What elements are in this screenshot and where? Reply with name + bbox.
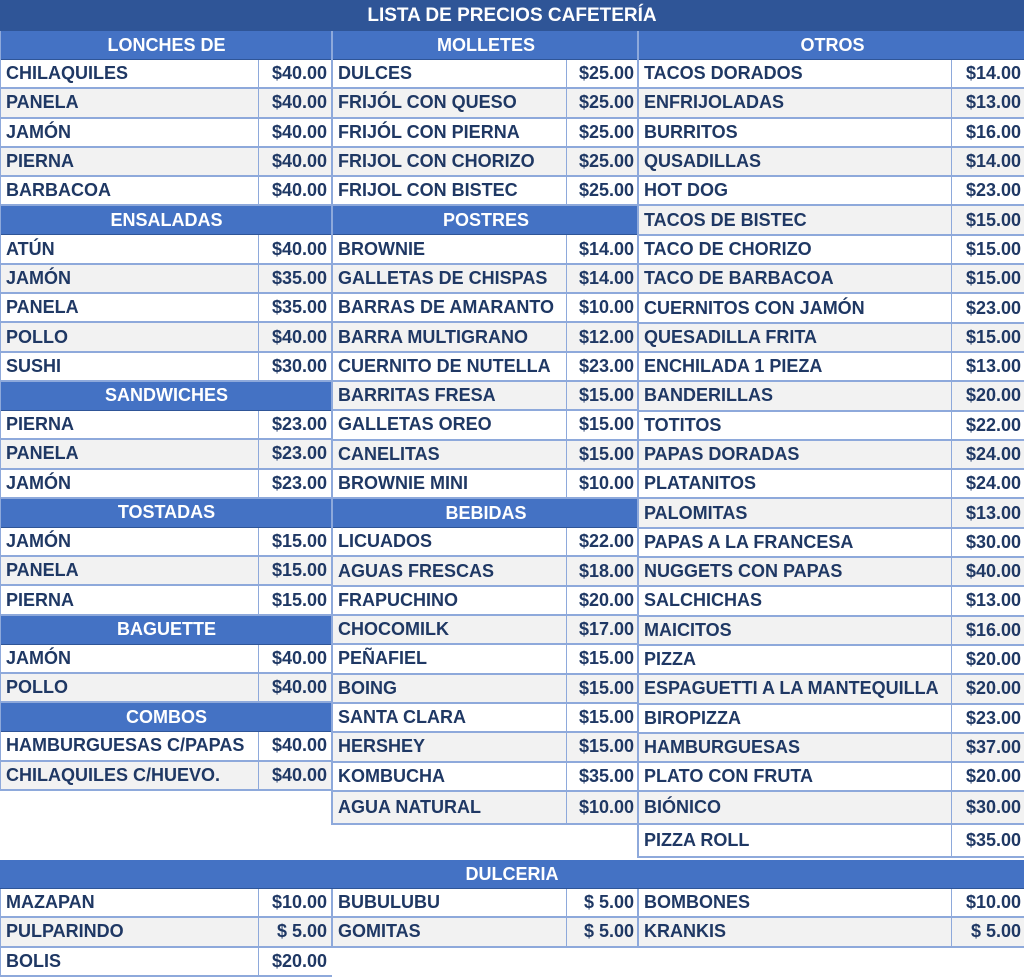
list-item (1, 119, 332, 148)
item-price: $40.00 (258, 60, 332, 87)
list-item (1, 294, 332, 323)
section-header: COMBOS (1, 703, 332, 732)
list-item (333, 470, 639, 499)
item-price: $13.00 (951, 499, 1024, 526)
list-item (1, 148, 332, 177)
list-item (1, 323, 332, 352)
list-item (333, 557, 639, 586)
item-price: $15.00 (258, 586, 332, 613)
list-item (1, 762, 332, 791)
item-name: PULPARINDO (6, 921, 124, 942)
item-price: $13.00 (951, 587, 1024, 614)
item-price: $10.00 (566, 470, 639, 497)
item-name: CHOCOMILK (338, 619, 449, 640)
page-title: LISTA DE PRECIOS CAFETERÍA (0, 0, 1024, 31)
item-name: TACOS DE BISTEC (644, 209, 807, 230)
item-price: $10.00 (951, 889, 1024, 916)
item-name: PIERNA (6, 151, 75, 172)
item-name: KOMBUCHA (338, 765, 445, 786)
item-price: $15.00 (566, 441, 639, 468)
item-price: $14.00 (566, 235, 639, 262)
item-price: $35.00 (951, 825, 1024, 856)
list-item (1, 948, 332, 977)
item-name: PALOMITAS (644, 502, 748, 523)
item-name: QUSADILLAS (644, 151, 761, 172)
item-name: QUESADILLA FRITA (644, 326, 817, 347)
item-price: $35.00 (258, 265, 332, 292)
list-item (333, 235, 639, 264)
item-price: $40.00 (258, 89, 332, 116)
item-price: $24.00 (951, 441, 1024, 468)
item-name: HERSHEY (338, 736, 426, 757)
item-price: $40.00 (258, 323, 332, 350)
section-header: TOSTADAS (1, 499, 332, 528)
item-price: $15.00 (258, 557, 332, 584)
item-name: SALCHICHAS (644, 590, 763, 611)
item-price: $23.00 (566, 353, 639, 380)
section-header: POSTRES (333, 206, 639, 235)
item-price: $25.00 (566, 60, 639, 87)
item-price: $23.00 (951, 177, 1024, 204)
list-item (333, 294, 639, 323)
item-name: BOLIS (6, 950, 62, 971)
item-price: $15.00 (566, 382, 639, 409)
list-item (639, 206, 1024, 235)
list-item (1, 265, 332, 294)
item-price: $22.00 (951, 412, 1024, 439)
list-item (1, 674, 332, 703)
item-name: BIÓNICO (644, 797, 722, 818)
list-item (639, 763, 1024, 792)
list-item (333, 675, 639, 704)
column-3 (637, 31, 1024, 858)
list-item (639, 889, 1024, 918)
item-price: $10.00 (258, 889, 332, 916)
item-price: $10.00 (566, 792, 639, 823)
item-price: $23.00 (258, 470, 332, 497)
item-name: AGUAS FRESCAS (338, 560, 495, 581)
item-price: $20.00 (951, 382, 1024, 409)
item-name: JAMÓN (6, 531, 72, 551)
item-name: FRIJÓL CON QUESO (338, 92, 517, 113)
item-price: $22.00 (566, 528, 639, 555)
list-item (1, 440, 332, 469)
list-item (333, 889, 639, 918)
item-name: PANELA (6, 297, 79, 318)
list-item (639, 646, 1024, 675)
item-name: HOT DOG (644, 180, 728, 201)
item-price: $35.00 (566, 763, 639, 790)
item-name: DULCES (338, 63, 413, 84)
item-name: PANELA (6, 92, 79, 113)
list-item (333, 587, 639, 616)
item-name: CANELITAS (338, 443, 440, 464)
item-price: $40.00 (258, 674, 332, 701)
item-name: CHILAQUILES C/HUEVO. (6, 764, 221, 785)
list-item (1, 528, 332, 557)
list-item (639, 60, 1024, 89)
item-name: ATÚN (6, 238, 55, 259)
item-price: $ 5.00 (566, 889, 639, 916)
item-name: PLATO CON FRUTA (644, 766, 813, 787)
item-name: PAPAS A LA FRANCESA (644, 531, 854, 552)
item-name: PIZZA ROLL (644, 830, 750, 851)
list-item (639, 617, 1024, 646)
item-price: $17.00 (566, 616, 639, 643)
list-item (639, 177, 1024, 206)
list-item (1, 235, 332, 264)
item-price: $ 5.00 (951, 918, 1024, 945)
list-item (639, 675, 1024, 704)
dulceria-header: DULCERIA (0, 860, 1024, 889)
list-item (1, 60, 332, 89)
item-name: GALLETAS DE CHISPAS (338, 267, 548, 288)
item-price: $14.00 (951, 60, 1024, 87)
item-price: $25.00 (566, 148, 639, 175)
item-price: $40.00 (951, 558, 1024, 585)
list-item (1, 732, 332, 761)
item-price: $16.00 (951, 119, 1024, 146)
item-name: PANELA (6, 560, 79, 581)
list-item (333, 733, 639, 762)
list-item (1, 918, 332, 947)
item-price: $25.00 (566, 89, 639, 116)
item-name: BARRA MULTIGRANO (338, 326, 528, 347)
item-price: $13.00 (951, 89, 1024, 116)
list-item (639, 148, 1024, 177)
item-price: $23.00 (951, 294, 1024, 321)
item-name: PLATANITOS (644, 473, 756, 494)
dulceria-column-1 (0, 889, 332, 977)
item-name: PIERNA (6, 414, 75, 435)
list-item (333, 60, 639, 89)
list-item (333, 177, 639, 206)
list-item (639, 529, 1024, 558)
item-name: BOING (338, 677, 398, 698)
list-item (639, 353, 1024, 382)
item-name: PAPAS DORADAS (644, 444, 800, 464)
item-price: $40.00 (258, 762, 332, 789)
item-price: $ 5.00 (258, 918, 332, 945)
item-price: $37.00 (951, 734, 1024, 761)
item-name: BARRAS DE AMARANTO (338, 297, 554, 318)
list-item (333, 792, 639, 825)
section-header: SANDWICHES (1, 382, 332, 411)
section-header: MOLLETES (333, 31, 639, 60)
item-name: BIROPIZZA (644, 707, 741, 728)
list-item (333, 645, 639, 674)
item-name: TACOS DORADOS (644, 63, 803, 84)
item-name: GOMITAS (338, 921, 421, 942)
list-item (333, 528, 639, 557)
item-price: $14.00 (951, 148, 1024, 175)
item-name: JAMÓN (6, 472, 72, 493)
item-name: ENFRIJOLADAS (644, 92, 785, 113)
item-name: ESPAGUETTI A LA MANTEQUILLA (644, 678, 939, 699)
item-name: POLLO (6, 677, 68, 698)
list-item (639, 119, 1024, 148)
item-price: $15.00 (951, 206, 1024, 233)
item-name: PANELA (6, 443, 79, 464)
item-name: KRANKIS (644, 921, 727, 942)
item-name: LICUADOS (338, 531, 432, 552)
item-name: JAMÓN (6, 267, 72, 288)
item-price: $40.00 (258, 645, 332, 672)
list-item (639, 792, 1024, 825)
item-name: AGUA NATURAL (338, 796, 481, 817)
item-price: $15.00 (951, 236, 1024, 263)
item-price: $20.00 (951, 763, 1024, 790)
item-price: $16.00 (951, 617, 1024, 644)
list-item (639, 412, 1024, 441)
list-item (639, 705, 1024, 734)
list-item (1, 557, 332, 586)
item-price: $15.00 (566, 645, 639, 672)
list-item (333, 918, 639, 947)
item-name: JAMÓN (6, 647, 72, 668)
list-item (333, 89, 639, 118)
item-price: $23.00 (951, 705, 1024, 732)
item-name: TACO DE CHORIZO (644, 238, 812, 259)
item-price: $20.00 (566, 587, 639, 614)
item-price: $15.00 (951, 324, 1024, 351)
item-name: JAMÓN (6, 121, 72, 142)
item-price: $20.00 (951, 675, 1024, 702)
item-name: SANTA CLARA (338, 707, 466, 728)
item-name: PIZZA (644, 649, 696, 670)
item-price: $10.00 (566, 294, 639, 321)
list-item (1, 177, 332, 206)
item-name: FRIJÓL CON PIERNA (338, 121, 520, 142)
item-price: $12.00 (566, 323, 639, 350)
item-price: $20.00 (258, 948, 332, 975)
item-name: MAZAPAN (6, 892, 95, 913)
item-name: BURRITOS (644, 121, 738, 142)
list-item (1, 470, 332, 499)
list-item (639, 89, 1024, 118)
list-item (333, 323, 639, 352)
column-1 (0, 31, 332, 791)
list-item (333, 148, 639, 177)
list-item (1, 411, 332, 440)
item-name: PIERNA (6, 589, 75, 610)
item-name: SUSHI (6, 355, 62, 376)
item-price: $15.00 (566, 675, 639, 702)
item-name: BROWNIE (338, 238, 425, 259)
list-item (1, 586, 332, 615)
item-price: $15.00 (951, 265, 1024, 292)
list-item (639, 382, 1024, 411)
item-name: BANDERILLAS (644, 385, 773, 406)
column-2 (331, 31, 639, 825)
list-item (639, 499, 1024, 528)
item-price: $15.00 (566, 733, 639, 760)
item-price: $ 5.00 (566, 918, 639, 945)
item-name: ENCHILADA 1 PIEZA (644, 356, 823, 377)
item-name: TOTITOS (644, 414, 722, 435)
item-price: $25.00 (566, 119, 639, 146)
item-price: $40.00 (258, 119, 332, 146)
item-price: $13.00 (951, 353, 1024, 380)
list-item (333, 441, 639, 470)
item-name: CUERNITOS CON JAMÓN (644, 297, 865, 318)
item-name: PEÑAFIEL (338, 648, 428, 669)
list-item (639, 587, 1024, 616)
list-item (333, 353, 639, 382)
item-name: BUBULUBU (338, 892, 440, 913)
list-item (333, 704, 639, 733)
item-price: $20.00 (951, 646, 1024, 673)
list-item (639, 265, 1024, 294)
list-item (639, 236, 1024, 265)
item-name: NUGGETS CON PAPAS (644, 561, 843, 582)
item-name: GALLETAS OREO (338, 414, 492, 435)
item-name: HAMBURGUESAS (644, 736, 801, 757)
section-header: LONCHES DE (1, 31, 332, 60)
item-price: $25.00 (566, 177, 639, 204)
section-header: BEBIDAS (333, 499, 639, 528)
item-name: HAMBURGUESAS C/PAPAS (6, 735, 245, 756)
list-item (639, 324, 1024, 353)
item-price: $40.00 (258, 177, 332, 204)
item-name: FRAPUCHINO (338, 589, 458, 610)
list-item (639, 441, 1024, 470)
item-name: TACO DE BARBACOA (644, 268, 834, 289)
list-item (639, 918, 1024, 947)
item-price: $15.00 (566, 704, 639, 731)
item-price: $40.00 (258, 235, 332, 262)
section-header: ENSALADAS (1, 206, 332, 235)
item-price: $30.00 (258, 353, 332, 380)
section-header: OTROS (639, 31, 1024, 60)
item-name: FRIJOL CON BISTEC (338, 180, 518, 201)
item-name: BARRITAS FRESA (338, 385, 496, 406)
item-name: CHILAQUILES (6, 63, 129, 84)
item-name: BROWNIE MINI (338, 473, 468, 493)
item-name: CUERNITO DE NUTELLA (338, 355, 551, 376)
item-price: $40.00 (258, 148, 332, 175)
item-price: $14.00 (566, 265, 639, 292)
list-item (639, 825, 1024, 858)
dulceria-column-3 (637, 889, 1024, 948)
item-price: $35.00 (258, 294, 332, 321)
item-name: POLLO (6, 326, 68, 347)
item-name: BOMBONES (644, 892, 751, 913)
list-item (333, 616, 639, 645)
list-item (333, 119, 639, 148)
dulceria-column-2 (331, 889, 639, 948)
item-name: BARBACOA (6, 180, 111, 201)
list-item (333, 763, 639, 792)
list-item (1, 353, 332, 382)
item-price: $30.00 (951, 529, 1024, 556)
section-header: BAGUETTE (1, 616, 332, 645)
list-item (333, 411, 639, 440)
item-name: MAICITOS (644, 619, 732, 640)
item-price: $23.00 (258, 440, 332, 467)
list-item (639, 558, 1024, 587)
list-item (639, 294, 1024, 323)
item-price: $15.00 (566, 411, 639, 438)
list-item (333, 265, 639, 294)
list-item (639, 734, 1024, 763)
list-item (333, 382, 639, 411)
item-price: $24.00 (951, 470, 1024, 497)
item-price: $40.00 (258, 732, 332, 759)
list-item (1, 889, 332, 918)
item-name: FRIJOL CON CHORIZO (338, 151, 535, 172)
item-price: $23.00 (258, 411, 332, 438)
list-item (1, 89, 332, 118)
list-item (1, 645, 332, 674)
item-price: $18.00 (566, 557, 639, 584)
list-item (639, 470, 1024, 499)
item-price: $15.00 (258, 528, 332, 555)
item-price: $30.00 (951, 792, 1024, 823)
